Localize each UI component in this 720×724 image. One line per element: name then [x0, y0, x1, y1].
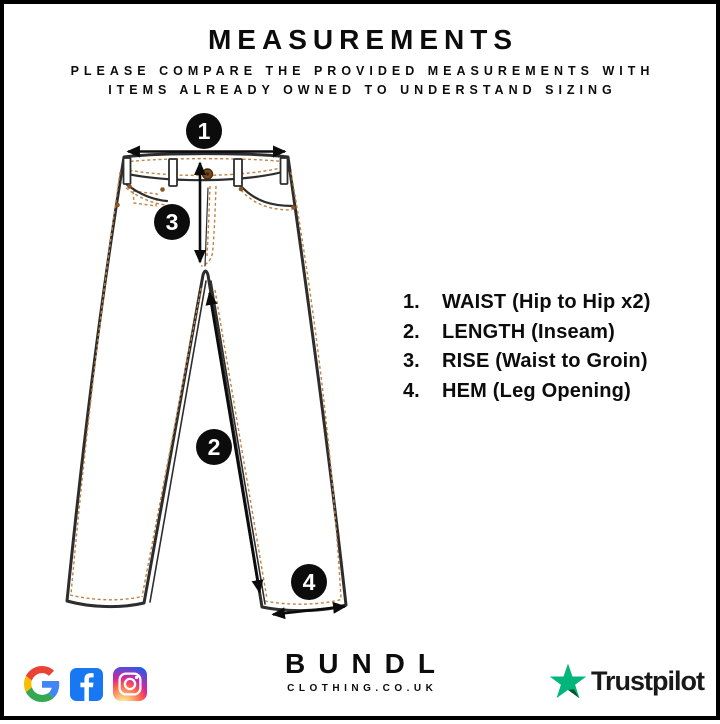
page-title: MEASUREMENTS: [207, 24, 518, 55]
brand-domain: CLOTHING.CO.UK: [287, 683, 438, 694]
legend-item-length: [403, 318, 651, 348]
legend-number: 3.: [403, 350, 420, 373]
instagram-camera-glyph: [113, 667, 147, 701]
legend-number: 4.: [403, 380, 420, 403]
legend-number: 2.: [403, 320, 420, 343]
brand-logo: [272, 648, 448, 694]
instagram-icon: [113, 667, 147, 701]
measurement-legend: [403, 288, 651, 406]
subtitle-line-1: PLEASE COMPARE THE PROVIDED MEASUREMENTS WITH: [70, 64, 655, 78]
legend-label: WAIST (Hip to Hip x2): [442, 291, 651, 314]
google-icon: [24, 666, 60, 702]
legend-item-waist: [403, 288, 651, 318]
jeans-illustration: [67, 154, 346, 611]
trustpilot-star-icon: [549, 663, 587, 700]
legend-label: HEM (Leg Opening): [442, 380, 631, 403]
legend-item-hem: [403, 377, 651, 407]
marker-waist: [186, 113, 222, 149]
marker-hem-number: 4: [302, 569, 316, 595]
facebook-icon: [70, 668, 103, 701]
marker-length: [196, 429, 232, 465]
legend-label: LENGTH (Inseam): [442, 320, 616, 343]
brand-name: BUNDL: [285, 648, 448, 679]
marker-length-number: 2: [207, 434, 221, 460]
subtitle-line-2: ITEMS ALREADY OWNED TO UNDERSTAND SIZING: [108, 83, 617, 97]
legend-label: RISE (Waist to Groin): [442, 350, 648, 373]
marker-rise: [154, 204, 190, 240]
social-icons: [24, 665, 147, 703]
marker-rise-number: 3: [165, 209, 179, 235]
marker-hem: [291, 564, 327, 600]
jeans-button: [203, 169, 213, 179]
trustpilot-label: Trustpilot: [591, 666, 704, 696]
trustpilot-logo: [549, 663, 704, 700]
legend-number: 1.: [403, 291, 420, 314]
marker-waist-number: 1: [197, 118, 211, 144]
legend-item-rise: [403, 347, 651, 377]
